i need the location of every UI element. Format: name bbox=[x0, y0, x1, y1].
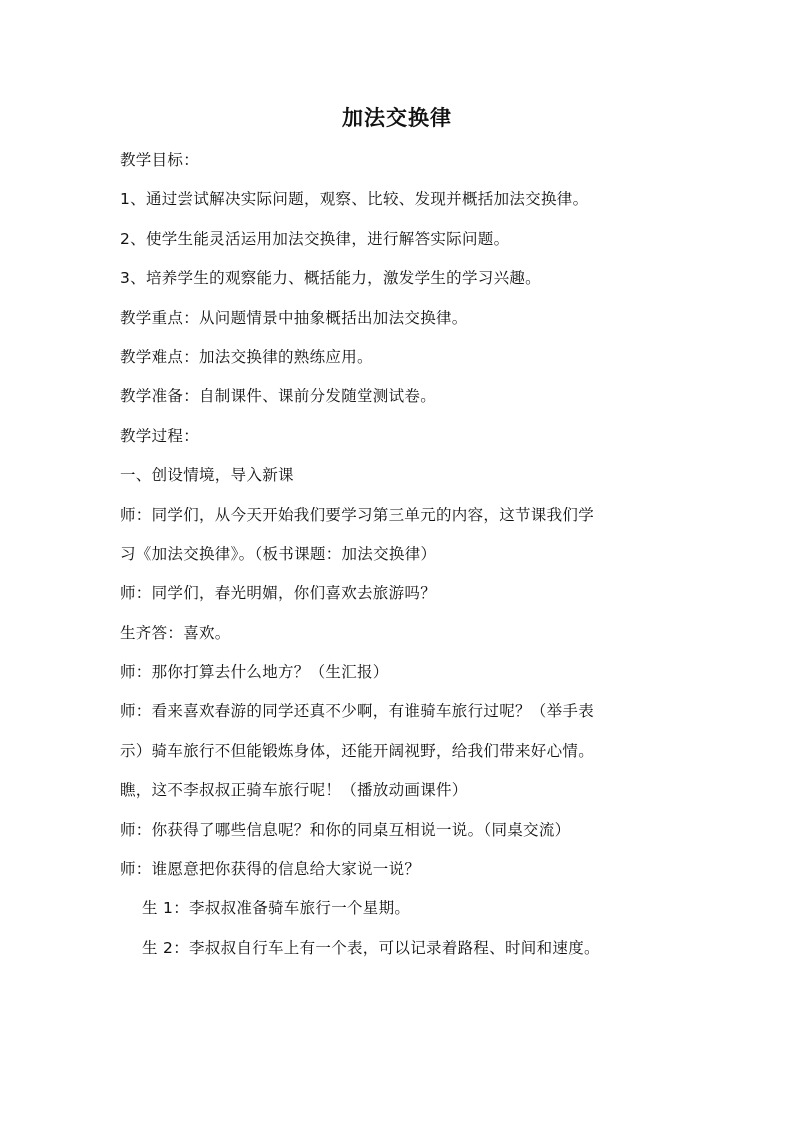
paragraph-line: 生 1：李叔叔准备骑车旅行一个星期。 bbox=[142, 899, 411, 918]
paragraph-line: 教学准备：自制课件、课前分发随堂测试卷。 bbox=[120, 387, 437, 406]
paragraph-line: 瞧，这不李叔叔正骑车旅行呢！（播放动画课件） bbox=[120, 781, 468, 800]
document-title: 加法交换律 bbox=[342, 105, 452, 130]
paragraph-line: 教学目标： bbox=[120, 151, 200, 169]
paragraph-line: 习《加法交换律》。（板书课题：加法交换律） bbox=[120, 544, 437, 563]
paragraph-line: 生 2：李叔叔自行车上有一个表，可以记录着路程、时间和速度。 bbox=[142, 938, 600, 957]
paragraph-line: 2、使学生能灵活运用加法交换律，进行解答实际问题。 bbox=[120, 229, 510, 248]
paragraph-line: 生齐答：喜欢。 bbox=[120, 623, 231, 642]
paragraph-line: 师：谁愿意把你获得的信息给大家说一说？ bbox=[120, 860, 421, 879]
paragraph-line: 示）骑车旅行不但能锻炼身体，还能开阔视野，给我们带来好心情。 bbox=[120, 741, 595, 760]
paragraph-line: 一、创设情境，导入新课 bbox=[120, 466, 294, 485]
document-body bbox=[120, 141, 690, 968]
paragraph-line: 师：看来喜欢春游的同学还真不少啊，有谁骑车旅行过呢？（举手表 bbox=[120, 702, 595, 721]
paragraph-line: 师：同学们，从今天开始我们要学习第三单元的内容，这节课我们学 bbox=[120, 505, 595, 524]
paragraph-line: 教学过程： bbox=[120, 426, 200, 445]
paragraph-line: 3、培养学生的观察能力、概括能力，激发学生的学习兴趣。 bbox=[120, 269, 541, 288]
paragraph-line: 教学难点：加法交换律的熟练应用。 bbox=[120, 347, 373, 366]
paragraph-line: 教学重点：从问题情景中抽象概括出加法交换律。 bbox=[120, 308, 468, 327]
paragraph-line: 师：那你打算去什么地方？（生汇报） bbox=[120, 663, 389, 682]
paragraph-line: 1、通过尝试解决实际问题，观察、比较、发现并概括加法交换律。 bbox=[120, 190, 589, 209]
paragraph-line: 师：同学们，春光明媚，你们喜欢去旅游吗？ bbox=[120, 584, 437, 603]
paragraph-line: 师：你获得了哪些信息呢？和你的同桌互相说一说。（同桌交流） bbox=[120, 820, 571, 839]
